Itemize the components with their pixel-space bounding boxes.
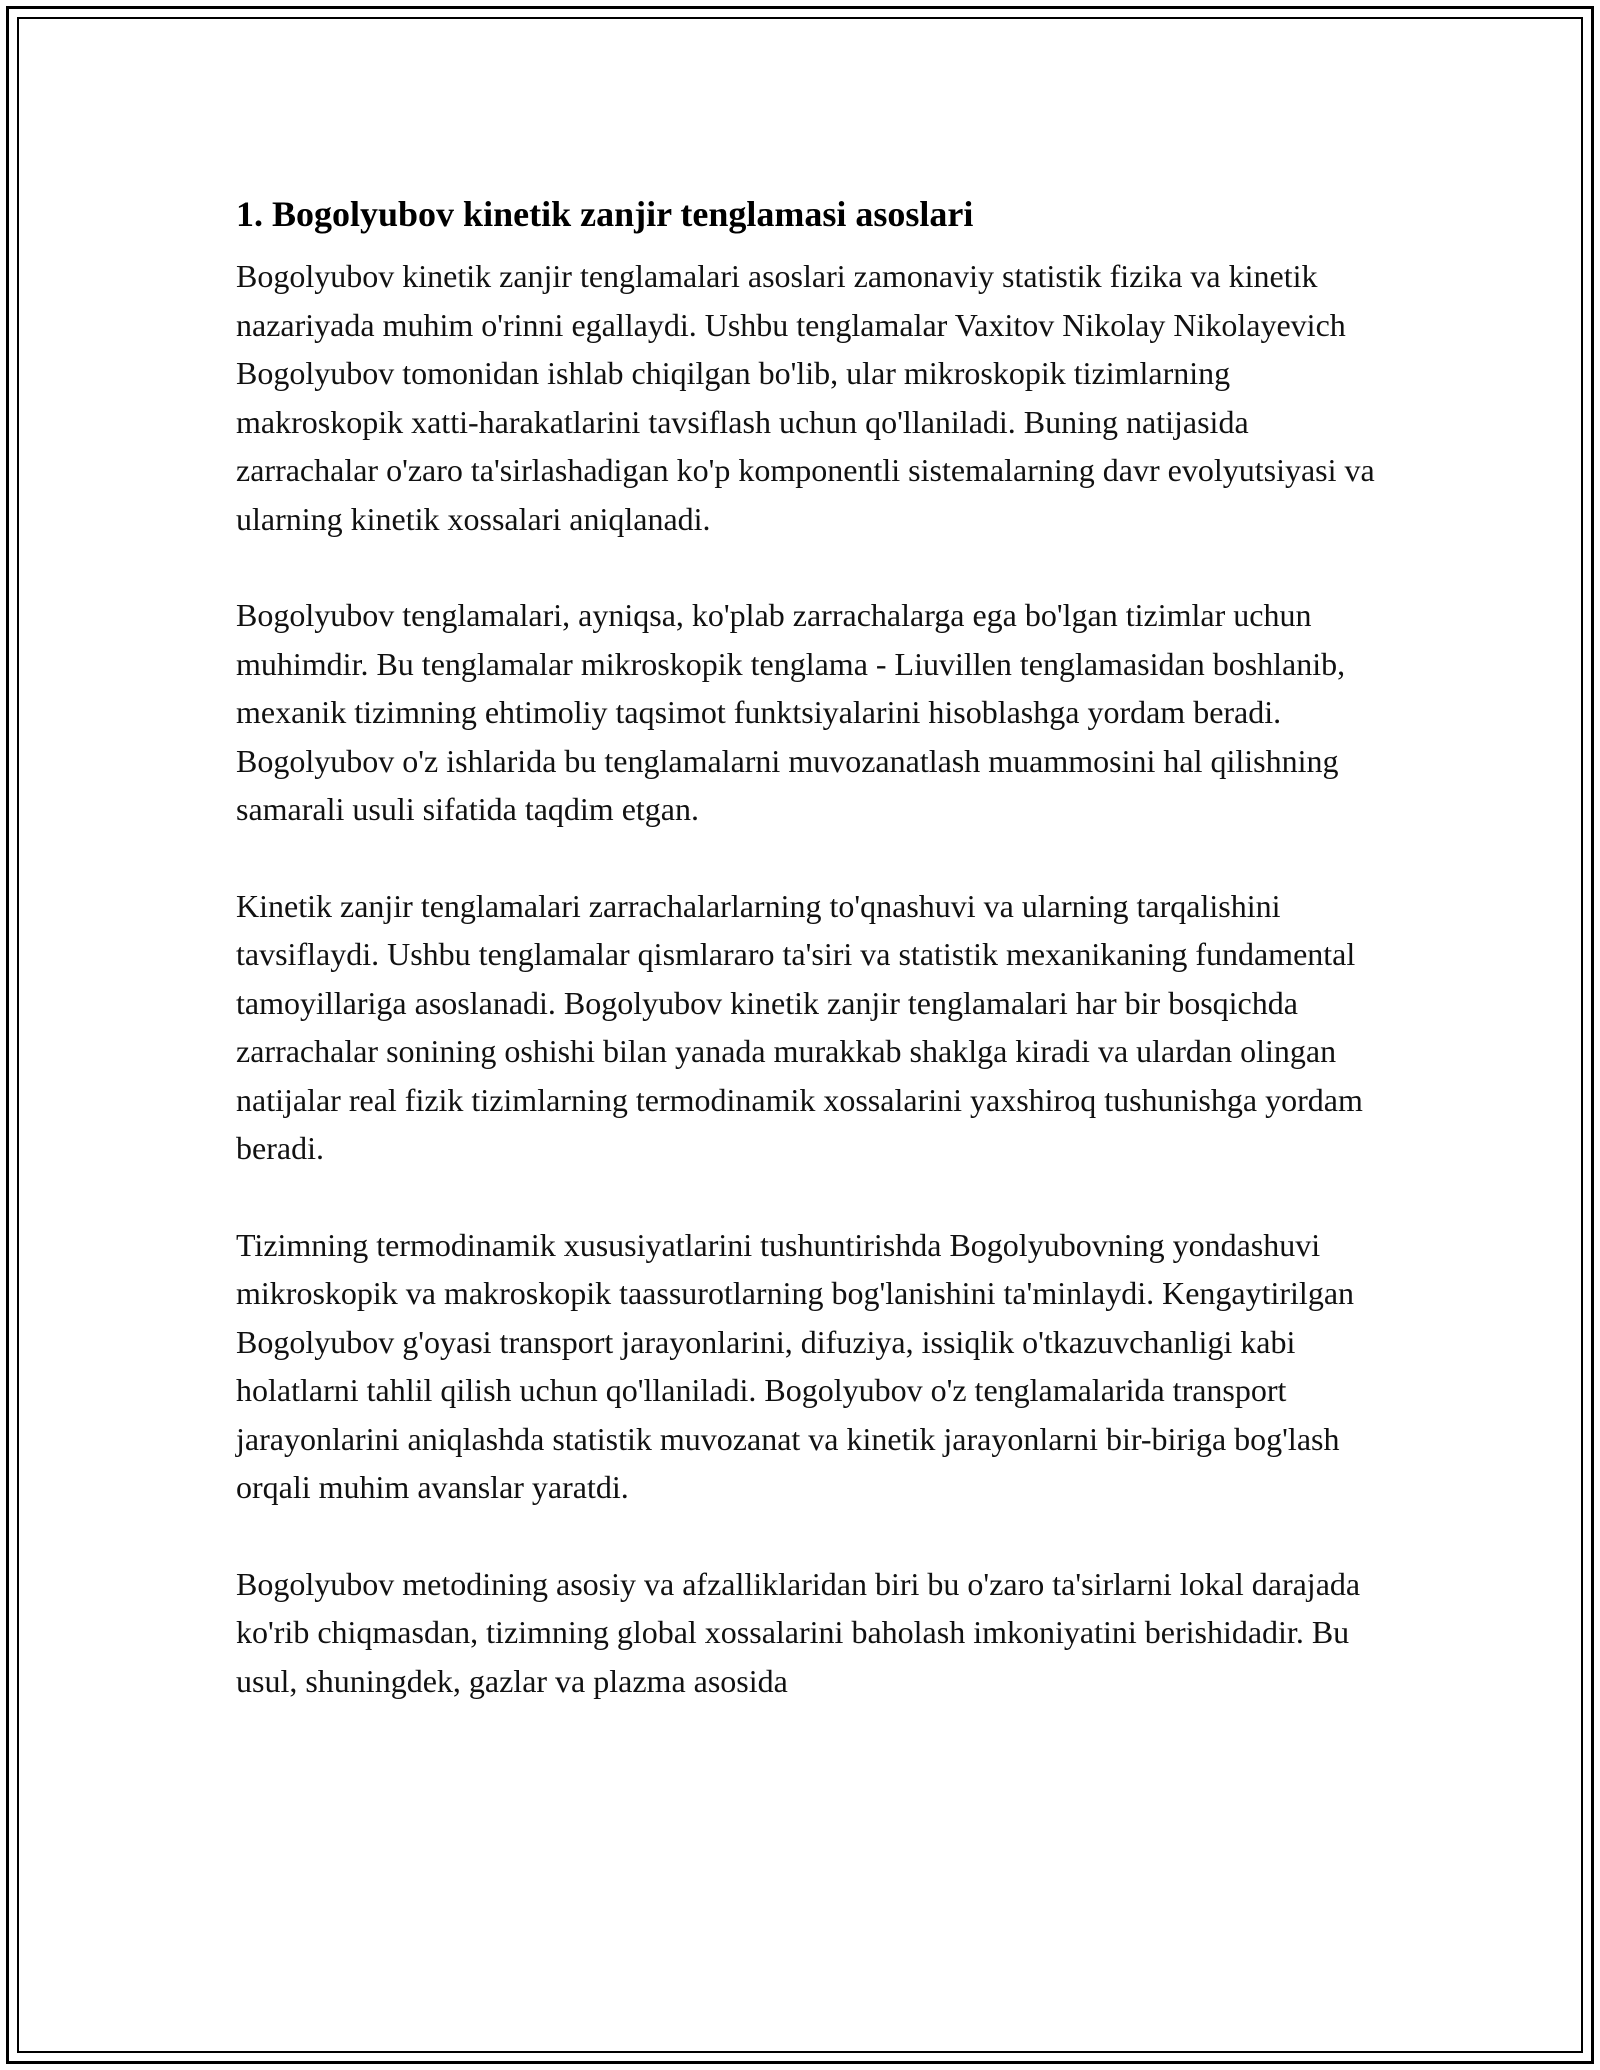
paragraph-4: Tizimning termodinamik xususiyatlarini tushuntirishda Bogolyubovning yondashuvi mikroskopik va makroskopik taassurotlarning bog'lanishini ta'minlaydi. Kengaytirilgan Bogolyubov g'oyasi transport jarayonlarini, difuziya, issiqlik o'tkazuvchanligi kabi holatlarni tahlil qilish uchun qo'llaniladi. Bogolyubov o'z tenglamalarida transport jarayonlarini aniqlashda statistik muvozanat va kinetik jarayonlarni bir-biriga bog'lash orqali muhim avanslar yaratdi. — [236, 1226, 1355, 1505]
paragraph-2: Bogolyubov tenglamalari, ayniqsa, ko'plab zarrachalarga ega bo'lgan tizimlar uchun muhimdir. Bu tenglamalar mikroskopik tenglama - Liuvillen tenglamasidan boshlanib, mexanik tizimning ehtimoliy taqsimot funktsiyalarini hisoblashga yordam beradi. Bogolyubov o'z ishlarida bu tenglamalarni muvozanatlash muammosini hal qilishning samarali usuli sifatida taqdim etgan. — [236, 597, 1346, 827]
section-title: 1. Bogolyubov kinetik zanjir tenglamasi asoslari — [236, 194, 974, 234]
paragraph-3: Kinetik zanjir tenglamalari zarrachalarlarning to'qnashuvi va ularning tarqalishini tavsiflaydi. Ushbu tenglamalar qismlararo ta'siri va statistik mexanikaning fundamental tamoyillariga asoslanadi. Bogolyubov kinetik zanjir tenglamalari har bir bosqichda zarrachalar sonining oshishi bilan yanada murakkab shaklga kiradi va ulardan olingan natijalar real fizik tizimlarning termodinamik xossalarini yaxshiroq tushunishga yordam beradi. — [236, 887, 1363, 1166]
paragraph-1: Bogolyubov kinetik zanjir tenglamalari asoslari zamonaviy statistik fizika va kinetik nazariyada muhim o'rinni egallaydi. Ushbu tenglamalar Vaxitov Nikolay Nikolayevich Bogolyubov tomonidan ishlab chiqilgan bo'lib, ular mikroskopik tizimlarning makroskopik xatti-harakatlarini tavsiflash uchun qo'llaniladi. Buning natijasida zarrachalar o'zaro ta'sirlashadigan ko'p komponentli sistemalarning davr evolyutsiyasi va ularning kinetik xossalari aniqlanadi. — [236, 258, 1375, 537]
paragraph-5: Bogolyubov metodining asosiy va afzalliklaridan biri bu o'zaro ta'sirlarni lokal darajada ko'rib chiqmasdan, tizimning global xossalarini baholash imkoniyatini berishidadir. Bu usul, shuningdek, gazlar va plazma asosida — [236, 1565, 1361, 1699]
document-body — [236, 186, 1384, 1753]
